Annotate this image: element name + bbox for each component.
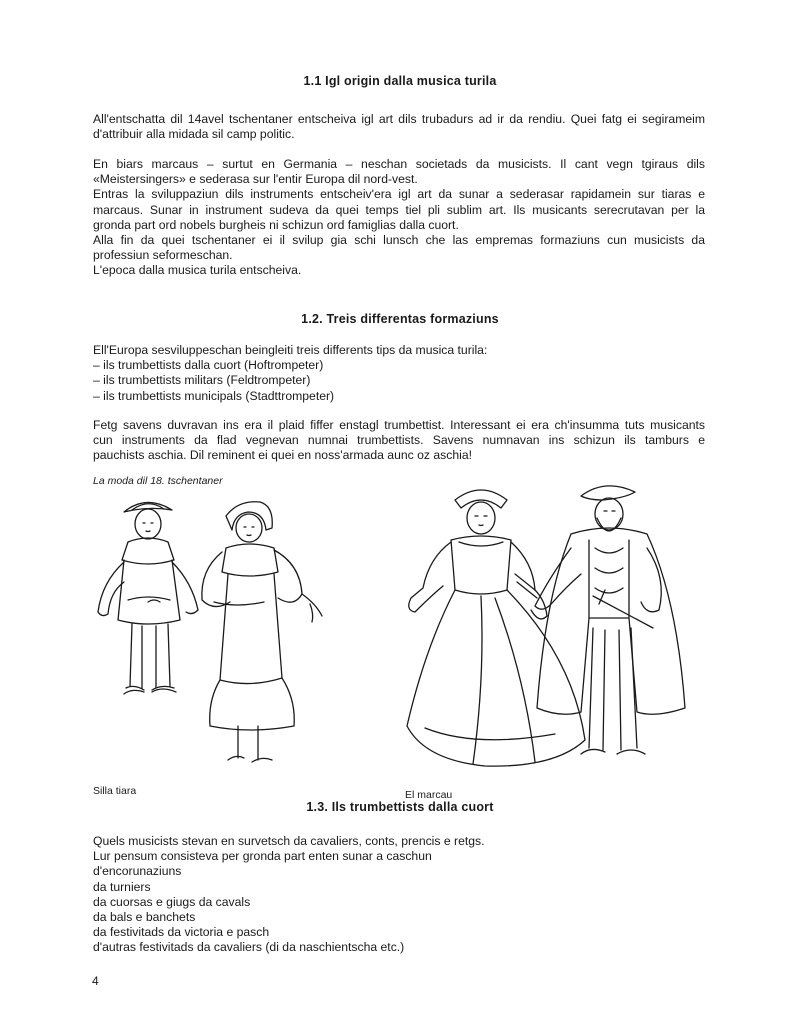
- text-line: professiun seformeschan.: [93, 248, 233, 263]
- list-intro: Ell'Europa sesviluppeschan beingleiti treis differents tips da musica turila:: [93, 343, 488, 357]
- figure-caption-left: Silla tiara: [93, 785, 137, 797]
- page-number: 4: [92, 974, 99, 988]
- text-line: L'epoca dalla musica turila entscheiva.: [93, 263, 302, 278]
- text-line: d'attribuir alla midada sil camp politic.: [93, 127, 295, 142]
- section-2-list: [93, 343, 705, 404]
- woman-head: [236, 514, 262, 542]
- list-item: – ils trumbettists municipals (Stadttrompeter): [93, 388, 335, 403]
- list-item: da bals e banchets: [93, 910, 196, 925]
- list-item: da turniers: [93, 879, 151, 894]
- text-line: cun instruments da flad vegnevan numnai trumbettists. Savens numnavan ins schizun ils tamburs e: [93, 433, 705, 448]
- text-line: marcaus. Sunar in instrument sudeva da quei temps tiel pli sublim art. Ils musicants serecrutavan per la: [93, 202, 705, 217]
- text-line: pauchists aschia. Dil reminent ei quei en noss'armada aunc oz aschia!: [93, 448, 472, 463]
- text-line: Entras la sviluppaziun dils instruments entscheiv'era igl art da sunar a sederasar rapidamein sur tiaras e: [93, 187, 705, 202]
- figure-caption-right: El marcau: [405, 789, 453, 801]
- section-1-title: 1.1 Igl origin dalla musica turila: [303, 74, 497, 88]
- text-line: Fetg savens duvravan ins era il plaid fiffer enstagl trumbettist. Interessant ei era ch'insumma tuts musicants: [93, 418, 705, 432]
- figure-caption-top: La moda dil 18. tschentaner: [93, 475, 223, 487]
- man-tunic: [118, 560, 180, 624]
- noble-coat: [537, 528, 685, 714]
- list-item: d'encorunaziuns: [93, 864, 182, 879]
- text-line: All'entschatta dil 14avel tschentaner entscheiva igl art dils trubadurs ad ir da rendiu. Quei fatg ei segirameim: [93, 112, 705, 126]
- lady-head: [467, 502, 495, 534]
- section-3-list: [93, 834, 705, 956]
- text-line: «Meistersingers» e sederasa sur l'entir Europa dil nord-vest.: [93, 172, 418, 187]
- section-2-title: 1.2. Treis differentas formaziuns: [301, 312, 499, 326]
- woman-apron: [220, 574, 282, 684]
- text-line: Quels musicists stevan en survetsch da cavaliers, conts, prencis e retgs.: [93, 834, 485, 848]
- woman-hood: [226, 502, 272, 530]
- man-head: [135, 509, 161, 539]
- list-item: da cuorsas e giugs da cavals: [93, 894, 251, 909]
- section-3-title: 1.3. Ils trumbettists dalla cuort: [306, 800, 494, 814]
- noble-head: [595, 498, 623, 530]
- lady-headdress: [455, 490, 507, 508]
- section-2-paragraph-2: [93, 418, 705, 464]
- noble-couple-illustration: [385, 478, 705, 780]
- text-line: Lur pensum consisteva per gronda part enten sunar a caschun: [93, 849, 432, 864]
- list-item: d'autras festivitads da cavaliers (di da naschientscha etc.): [93, 940, 405, 955]
- section-1-paragraph-1: [93, 112, 705, 142]
- text-line: Alla fin da quei tschentaner ei il svilup gia schi lunsch che las empremas formaziuns cun musicists da: [93, 233, 705, 248]
- text-line: En biars marcaus – surtut en Germania – neschan societads da musicists. Il cant vegn tgiraus dils: [93, 157, 705, 171]
- section-1-paragraph-2: [93, 157, 705, 279]
- peasant-couple-illustration: [88, 490, 358, 780]
- text-line: gronda part ord nobels burgheis ni schizun ord famiglias dalla cuort.: [93, 217, 459, 232]
- list-item: – ils trumbettists militars (Feldtrompeter): [93, 373, 311, 388]
- list-item: da festivitads da victoria e pasch: [93, 925, 270, 940]
- list-item: – ils trumbettists dalla cuort (Hoftrompeter): [93, 358, 324, 373]
